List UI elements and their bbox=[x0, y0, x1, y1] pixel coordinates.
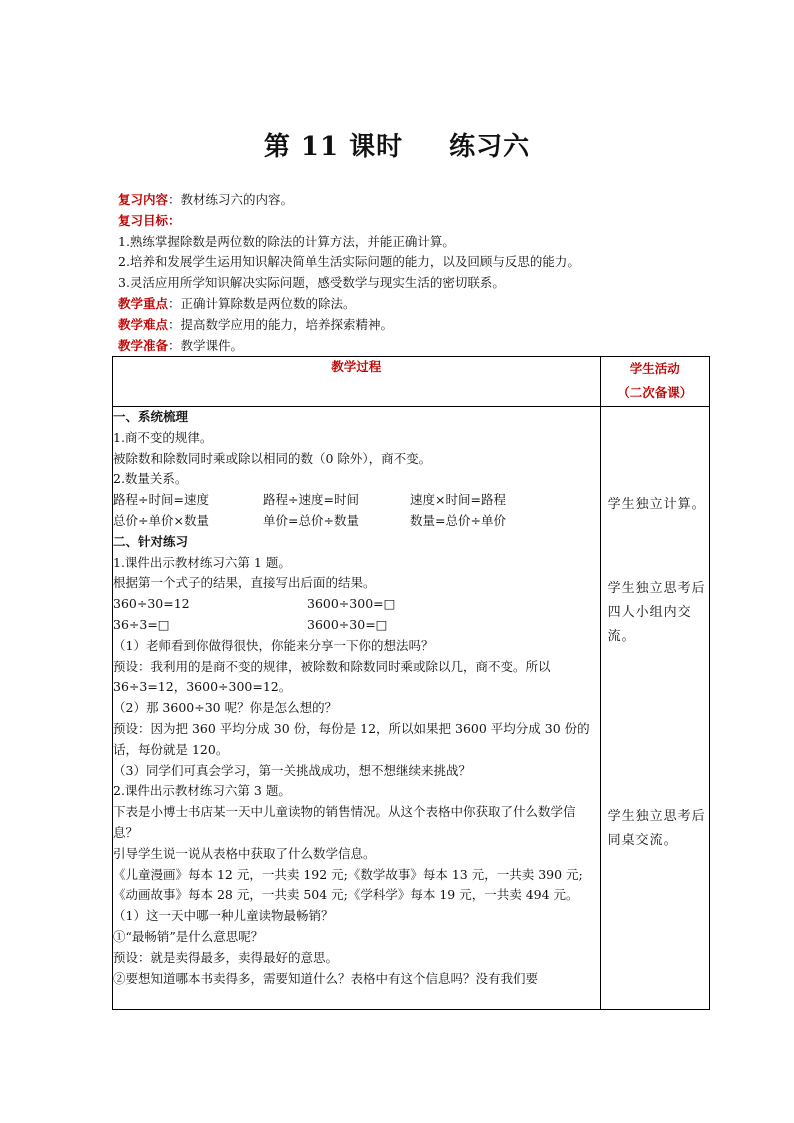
header-process: 教学过程 bbox=[113, 357, 601, 407]
lesson-name: 练习六 bbox=[449, 132, 531, 162]
paragraph: ②要想知道哪本书卖得多，需要知道什么？表格中有这个信息吗？没有我们要 bbox=[113, 970, 539, 986]
header-activity: 学生活动 （二次备课） bbox=[600, 357, 709, 407]
equation-row: 36÷3=□ 3600÷30=□ bbox=[113, 616, 388, 632]
paragraph: 根据第一个式子的结果，直接写出后面的结果。 bbox=[113, 575, 376, 591]
activity-cell bbox=[600, 407, 709, 1010]
teaching-process-table bbox=[112, 356, 710, 1010]
paragraph: 2.课件出示教材练习六第 3 题。 bbox=[113, 783, 291, 799]
table-header-row bbox=[113, 357, 710, 407]
paragraph: 《儿童漫画》每本 12 元，一共卖 192 元;《数学故事》每本 13 元，一共卖 390 元;《动画故事》每本 28 元，一共卖 504 元;《学科学》每本 19 元，一共卖 494 元。 bbox=[113, 866, 583, 903]
section-title: 一、系统梳理 bbox=[113, 409, 189, 424]
lesson-meta bbox=[118, 190, 718, 356]
paragraph: 下表是小博士书店某一天中儿童读物的销售情况。从这个表格中你获取了什么数学信息？ bbox=[113, 804, 576, 840]
meta-goal-2: 2.培养和发展学生运用知识解决简单生活实际问题的能力，以及回顾与反思的能力。 bbox=[118, 254, 580, 270]
relations-row: 路程÷时间=速度 路程÷速度=时间 速度×时间=路程 bbox=[113, 492, 506, 508]
meta-content: 复习内容：教材练习六的内容。 bbox=[118, 192, 294, 207]
relations-row: 总价÷单价×数量 单价=总价÷数量 数量=总价÷单价 bbox=[113, 512, 506, 528]
paragraph: 2.数量关系。 bbox=[113, 471, 188, 487]
lesson-number: 第 11 课时 bbox=[263, 132, 404, 162]
meta-goal-3: 3.灵活应用所学知识解决实际问题，感受数学与现实生活的密切联系。 bbox=[118, 275, 505, 291]
equation-row: 360÷30=12 3600÷300=□ bbox=[113, 596, 396, 612]
paragraph: 1.课件出示教材练习六第 1 题。 bbox=[113, 554, 291, 570]
paragraph: 1.商不变的规律。 bbox=[113, 429, 213, 445]
paragraph: （3）同学们可真会学习，第一关挑战成功，想不想继续来挑战？ bbox=[113, 762, 471, 778]
paragraph: 被除数和除数同时乘或除以相同的数（0 除外），商不变。 bbox=[113, 450, 432, 466]
paragraph: 预设：因为把 360 平均分成 30 份，每份是 12，所以如果把 3600 平均分成 30 份的话，每份就是 120。 bbox=[113, 720, 590, 757]
meta-goal-1: 1.熟练掌握除数是两位数的除法的计算方法，并能正确计算。 bbox=[118, 233, 455, 249]
table-body-row bbox=[113, 407, 710, 1010]
paragraph: 预设：我利用的是商不变的规律，被除数和除数同时乘或除以几，商不变。所以 36÷3=12，3600÷300=12。 bbox=[113, 658, 551, 695]
activity-note: 学生独立计算。 bbox=[607, 497, 706, 512]
paragraph: 预设：就是卖得最多，卖得最好的意思。 bbox=[113, 949, 339, 965]
paragraph: （1）老师看到你做得很快，你能来分享一下你的想法吗？ bbox=[113, 637, 434, 653]
paragraph: 引导学生说一说从表格中获取了什么数学信息。 bbox=[113, 845, 376, 861]
process-cell bbox=[113, 407, 601, 1010]
paragraph: （2）那 3600÷30 呢？你是怎么想的？ bbox=[113, 700, 338, 716]
activity-note: 学生独立思考后四人小组内交流。 bbox=[607, 581, 706, 644]
meta-key-point: 教学重点：正确计算除数是两位数的除法。 bbox=[118, 295, 356, 311]
lesson-title bbox=[0, 126, 794, 163]
meta-difficulty: 教学难点：提高数学应用的能力，培养探索精神。 bbox=[118, 316, 394, 332]
paragraph: （1）这一天中哪一种儿童读物最畅销？ bbox=[113, 908, 334, 924]
section-title: 二、针对练习 bbox=[113, 533, 189, 549]
paragraph: ①“最畅销”是什么意思呢？ bbox=[113, 928, 264, 944]
meta-goals: 复习目标： bbox=[118, 212, 181, 228]
activity-note: 学生独立思考后同桌交流。 bbox=[607, 809, 706, 848]
meta-preparation: 教学准备：教学课件。 bbox=[118, 337, 244, 353]
